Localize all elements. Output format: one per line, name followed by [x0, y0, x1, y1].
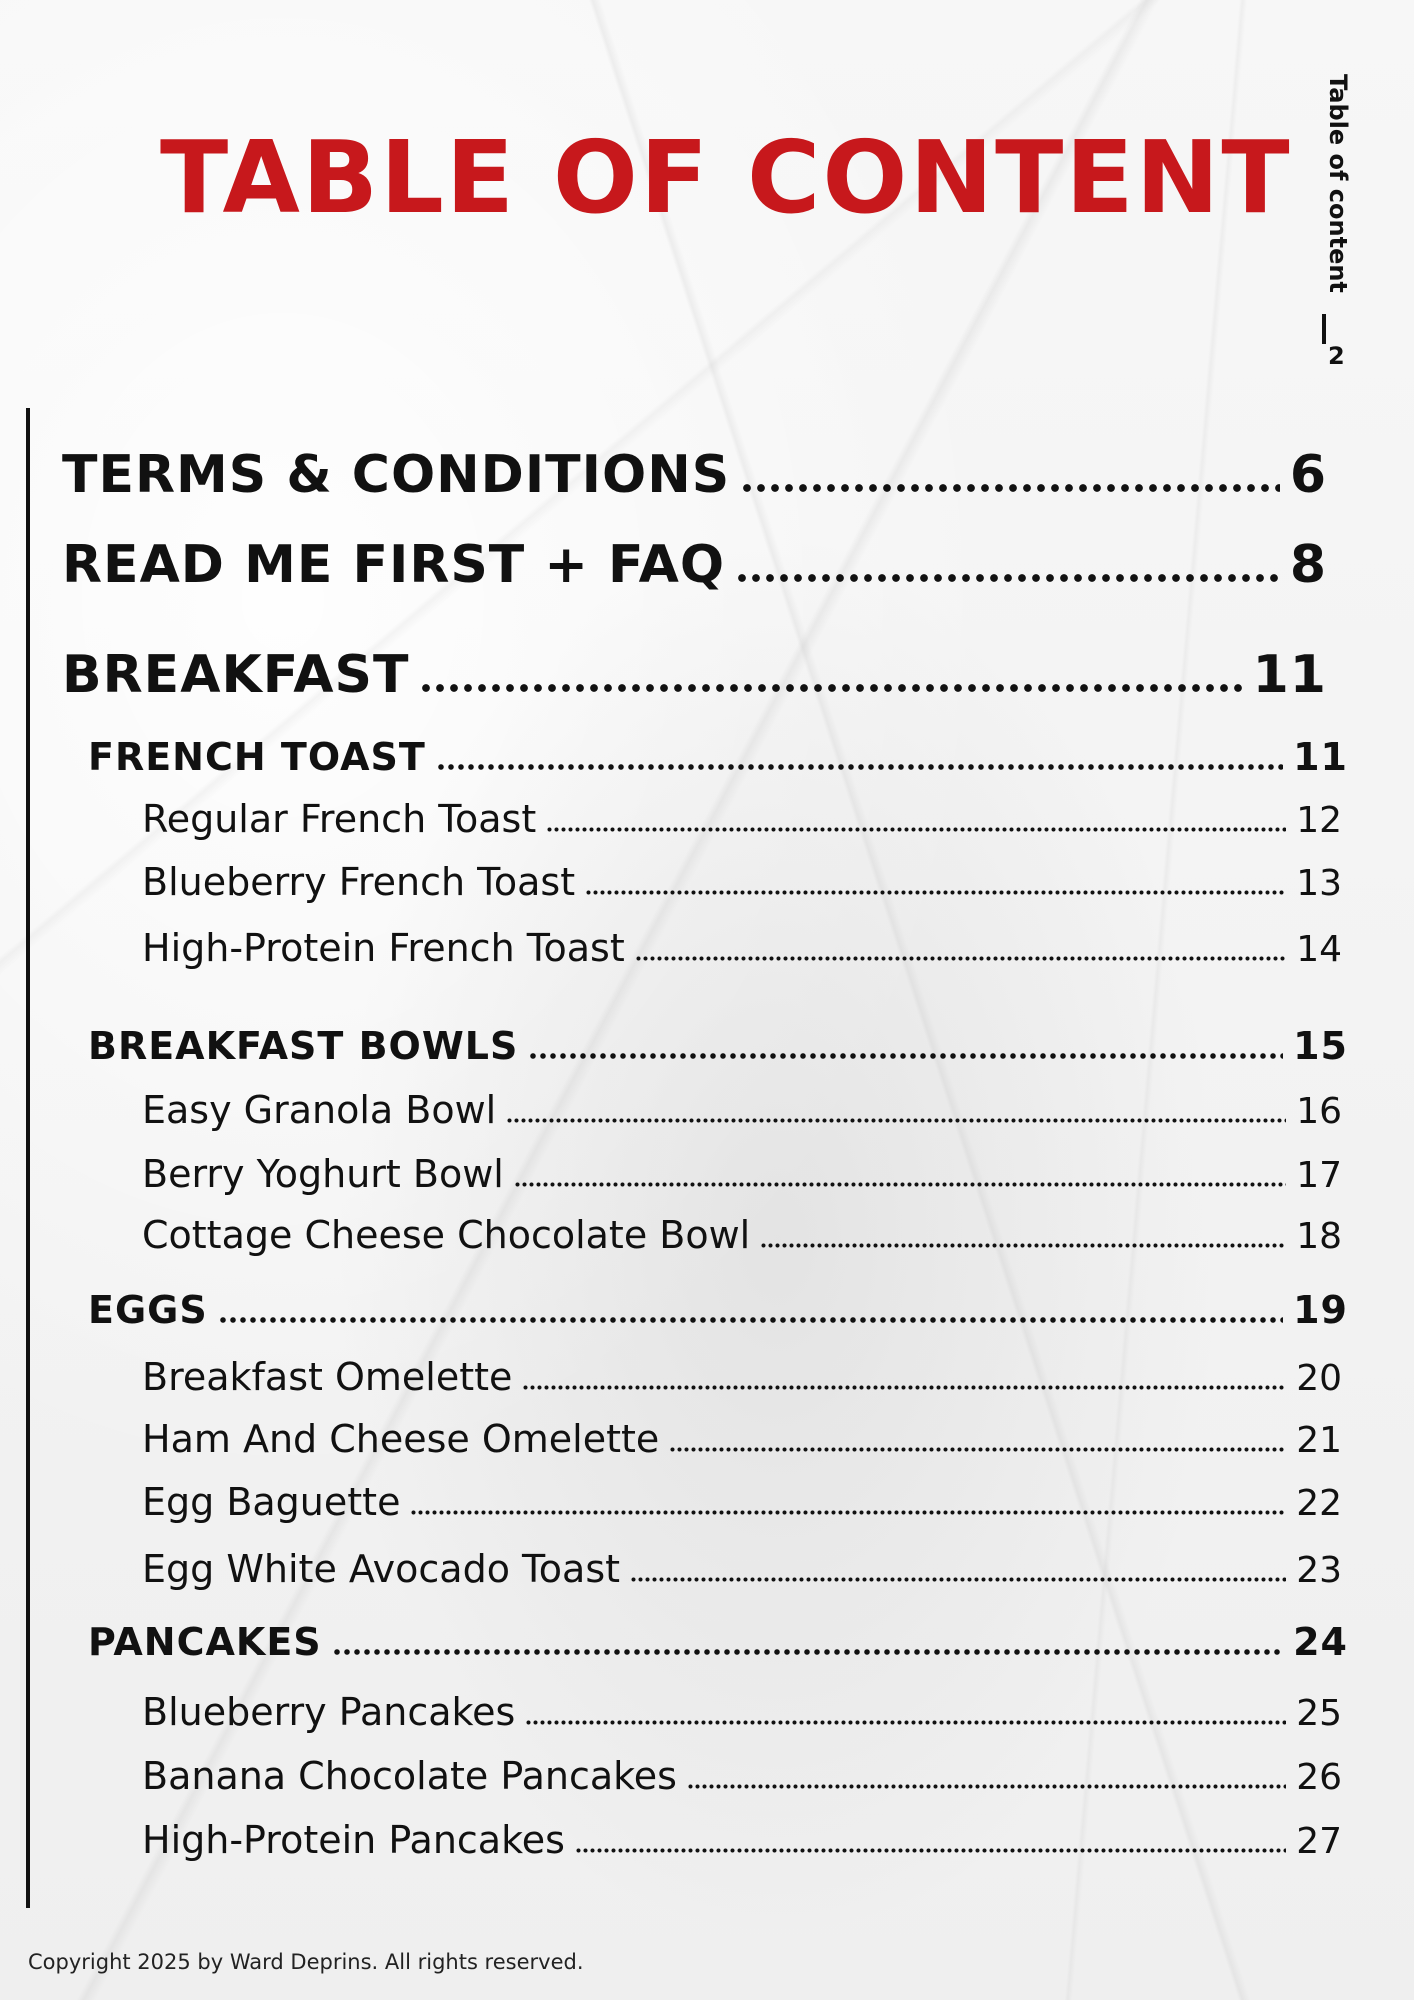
toc-entry-page: 19: [1293, 1288, 1348, 1332]
toc-entry[interactable]: [142, 1690, 1342, 1734]
dot-leader: [630, 1577, 1286, 1582]
toc-entry[interactable]: [142, 1417, 1342, 1461]
toc-entry-page: 13: [1296, 863, 1342, 904]
toc-entry-page: 14: [1296, 929, 1342, 970]
dot-leader: [575, 1848, 1286, 1853]
dot-leader: [740, 484, 1280, 492]
left-rule: [26, 408, 30, 1908]
toc-entry[interactable]: [142, 926, 1342, 970]
dot-leader: [635, 956, 1286, 961]
page-title: TABLE OF CONTENT: [160, 119, 1292, 236]
toc-entry-page: 17: [1296, 1155, 1342, 1196]
toc-entry-page: 27: [1296, 1821, 1342, 1862]
toc-entry-page: 22: [1296, 1483, 1342, 1524]
toc-entry-page: 20: [1296, 1358, 1342, 1399]
toc-entry-label: EGGS: [88, 1288, 208, 1332]
toc-entry-page: 21: [1296, 1420, 1342, 1461]
toc-entry-label: Berry Yoghurt Bowl: [142, 1152, 504, 1196]
toc-entry-label: FRENCH TOAST: [88, 735, 426, 779]
dot-leader: [760, 1243, 1286, 1248]
toc-entry-page: 11: [1252, 645, 1327, 705]
dot-leader: [585, 890, 1286, 895]
dot-leader: [332, 1649, 1283, 1655]
dot-leader: [522, 1385, 1286, 1390]
toc-entry-label: Cottage Cheese Chocolate Bowl: [142, 1213, 751, 1257]
toc-entry-label: BREAKFAST: [62, 645, 410, 705]
toc-entry-label: Ham And Cheese Omelette: [142, 1417, 660, 1461]
toc-subsection[interactable]: [88, 735, 1348, 779]
dot-leader: [419, 684, 1242, 692]
toc-entry[interactable]: [142, 1088, 1342, 1132]
toc-entry-label: Regular French Toast: [142, 797, 537, 841]
toc-entry-page: 23: [1296, 1550, 1342, 1591]
dot-leader: [410, 1510, 1286, 1515]
copyright-footer: Copyright 2025 by Ward Deprins. All rights reserved.: [28, 1950, 584, 1974]
toc-entry[interactable]: [142, 1355, 1342, 1399]
toc-entry[interactable]: [142, 1480, 1342, 1524]
dot-leader: [735, 574, 1280, 582]
toc-entry-label: Breakfast Omelette: [142, 1355, 513, 1399]
toc-entry-page: 15: [1293, 1024, 1348, 1068]
toc-entry-page: 18: [1296, 1216, 1342, 1257]
toc-section[interactable]: [62, 645, 1327, 705]
toc-entry-page: 11: [1293, 735, 1348, 779]
dot-leader: [669, 1447, 1286, 1452]
dot-leader: [218, 1317, 1283, 1323]
side-tab-label: Table of content: [1324, 74, 1352, 293]
toc-entry-page: 26: [1296, 1757, 1342, 1798]
toc-subsection[interactable]: [88, 1620, 1348, 1664]
dot-leader: [546, 827, 1286, 832]
dot-leader: [687, 1784, 1286, 1789]
toc-entry-label: TERMS & CONDITIONS: [62, 445, 731, 505]
toc-entry-label: READ ME FIRST + FAQ: [62, 535, 726, 595]
toc-entry-label: BREAKFAST BOWLS: [88, 1024, 519, 1068]
toc-entry[interactable]: [142, 1547, 1342, 1591]
toc-section[interactable]: [62, 535, 1327, 595]
dot-leader: [436, 764, 1283, 770]
toc-entry-label: High-Protein French Toast: [142, 926, 625, 970]
toc-entry-label: PANCAKES: [88, 1620, 322, 1664]
toc-entry-label: Blueberry French Toast: [142, 860, 576, 904]
toc-entry[interactable]: [142, 860, 1342, 904]
toc-entry-label: Easy Granola Bowl: [142, 1088, 497, 1132]
toc-entry[interactable]: [142, 1152, 1342, 1196]
side-tab-divider: [1322, 314, 1326, 344]
toc-entry-page: 16: [1296, 1091, 1342, 1132]
toc-entry-label: Egg White Avocado Toast: [142, 1547, 621, 1591]
toc-subsection[interactable]: [88, 1024, 1348, 1068]
toc-section[interactable]: [62, 445, 1327, 505]
toc-entry[interactable]: [142, 797, 1342, 841]
toc-entry[interactable]: [142, 1818, 1342, 1862]
dot-leader: [514, 1182, 1286, 1187]
toc-entry-label: Egg Baguette: [142, 1480, 401, 1524]
toc-entry[interactable]: [142, 1213, 1342, 1257]
toc-entry-page: 6: [1289, 445, 1327, 505]
toc-entry-page: 24: [1293, 1620, 1348, 1664]
toc-entry[interactable]: [142, 1754, 1342, 1798]
toc-entry-page: 8: [1289, 535, 1327, 595]
toc-entry-page: 12: [1296, 800, 1342, 841]
dot-leader: [506, 1118, 1286, 1123]
toc-entry-label: Banana Chocolate Pancakes: [142, 1754, 677, 1798]
side-tab-page-number: 2: [1328, 342, 1345, 370]
toc-entry-label: High-Protein Pancakes: [142, 1818, 565, 1862]
toc-entry-label: Blueberry Pancakes: [142, 1690, 516, 1734]
side-tab: [1318, 74, 1358, 374]
dot-leader: [525, 1720, 1286, 1725]
dot-leader: [528, 1053, 1283, 1059]
toc-subsection[interactable]: [88, 1288, 1348, 1332]
toc-entry-page: 25: [1296, 1693, 1342, 1734]
